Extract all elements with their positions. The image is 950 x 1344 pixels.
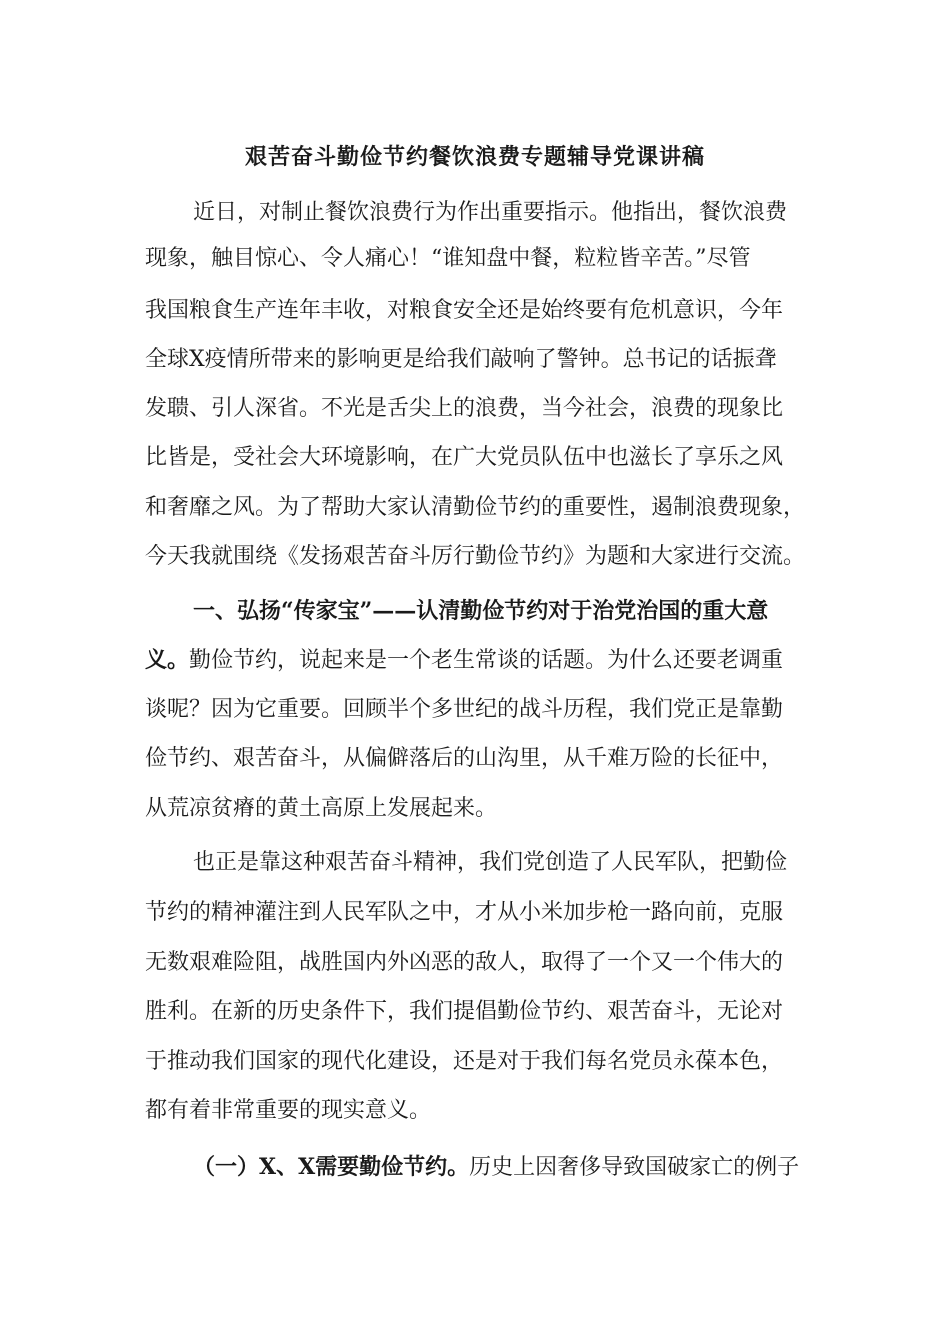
paragraph-text: 历史上因奢侈导致国破家亡的例子 <box>469 1155 800 1180</box>
paragraph-text: 勤俭节约，说起来是一个老生常谈的话题。为什么还要老调重 <box>189 648 784 673</box>
subsection-heading: （一）X、X需要勤俭节约。 <box>193 1154 470 1180</box>
paragraph-line: 和奢靡之风。为了帮助大家认清勤俭节约的重要性，遏制浪费现象， <box>145 495 806 520</box>
paragraph-line: 从荒凉贫瘠的黄土高原上发展起来。 <box>145 796 498 821</box>
paragraph-line <box>145 643 783 677</box>
paragraph-line: 全球X疫情所带来的影响更是给我们敲响了警钟。总书记的话振聋 <box>145 347 777 372</box>
paragraph-line: 今天我就围绕《发扬艰苦奋斗厉行勤俭节约》为题和大家进行交流。 <box>145 544 806 569</box>
paragraph-line: 近日，对制止餐饮浪费行为作出重要指示。他指出，餐饮浪费 <box>193 200 788 225</box>
paragraph-line: 无数艰难险阻，战胜国内外凶恶的敌人，取得了一个又一个伟大的 <box>145 950 784 975</box>
document-title: 艰苦奋斗勤俭节约餐饮浪费专题辅导党课讲稿 <box>244 144 705 170</box>
paragraph-line: 谈呢？因为它重要。回顾半个多世纪的战斗历程，我们党正是靠勤 <box>145 697 784 722</box>
section-heading: 一、弘扬“传家宝”——认清勤俭节约对于治党治国的重大意 <box>193 598 769 624</box>
paragraph-line: 于推动我们国家的现代化建设，还是对于我们每名党员永葆本色， <box>145 1049 784 1074</box>
paragraph-line: 俭节约、艰苦奋斗，从偏僻落后的山沟里，从千难万险的长征中， <box>145 746 784 771</box>
paragraph-line: 也正是靠这种艰苦奋斗精神，我们党创造了人民军队，把勤俭 <box>193 850 788 875</box>
paragraph-line: 比皆是，受社会大环境影响，在广大党员队伍中也滋长了享乐之风 <box>145 445 784 470</box>
paragraph-line <box>193 1150 799 1184</box>
paragraph-line: 节约的精神灌注到人民军队之中，才从小米加步枪一路向前，克服 <box>145 900 784 925</box>
paragraph-line: 现象，触目惊心、令人痛心！“谁知盘中餐，粒粒皆辛苦。”尽管 <box>145 246 751 271</box>
paragraph-line: 发聩、引人深省。不光是舌尖上的浪费，当今社会，浪费的现象比 <box>145 396 784 421</box>
paragraph-line: 都有着非常重要的现实意义。 <box>145 1098 432 1123</box>
paragraph-line: 我国粮食生产连年丰收，对粮食安全还是始终要有危机意识，今年 <box>145 298 784 323</box>
section-heading-end: 义。 <box>145 647 190 673</box>
paragraph-line: 胜利。在新的历史条件下，我们提倡勤俭节约、艰苦奋斗，无论对 <box>145 999 784 1024</box>
